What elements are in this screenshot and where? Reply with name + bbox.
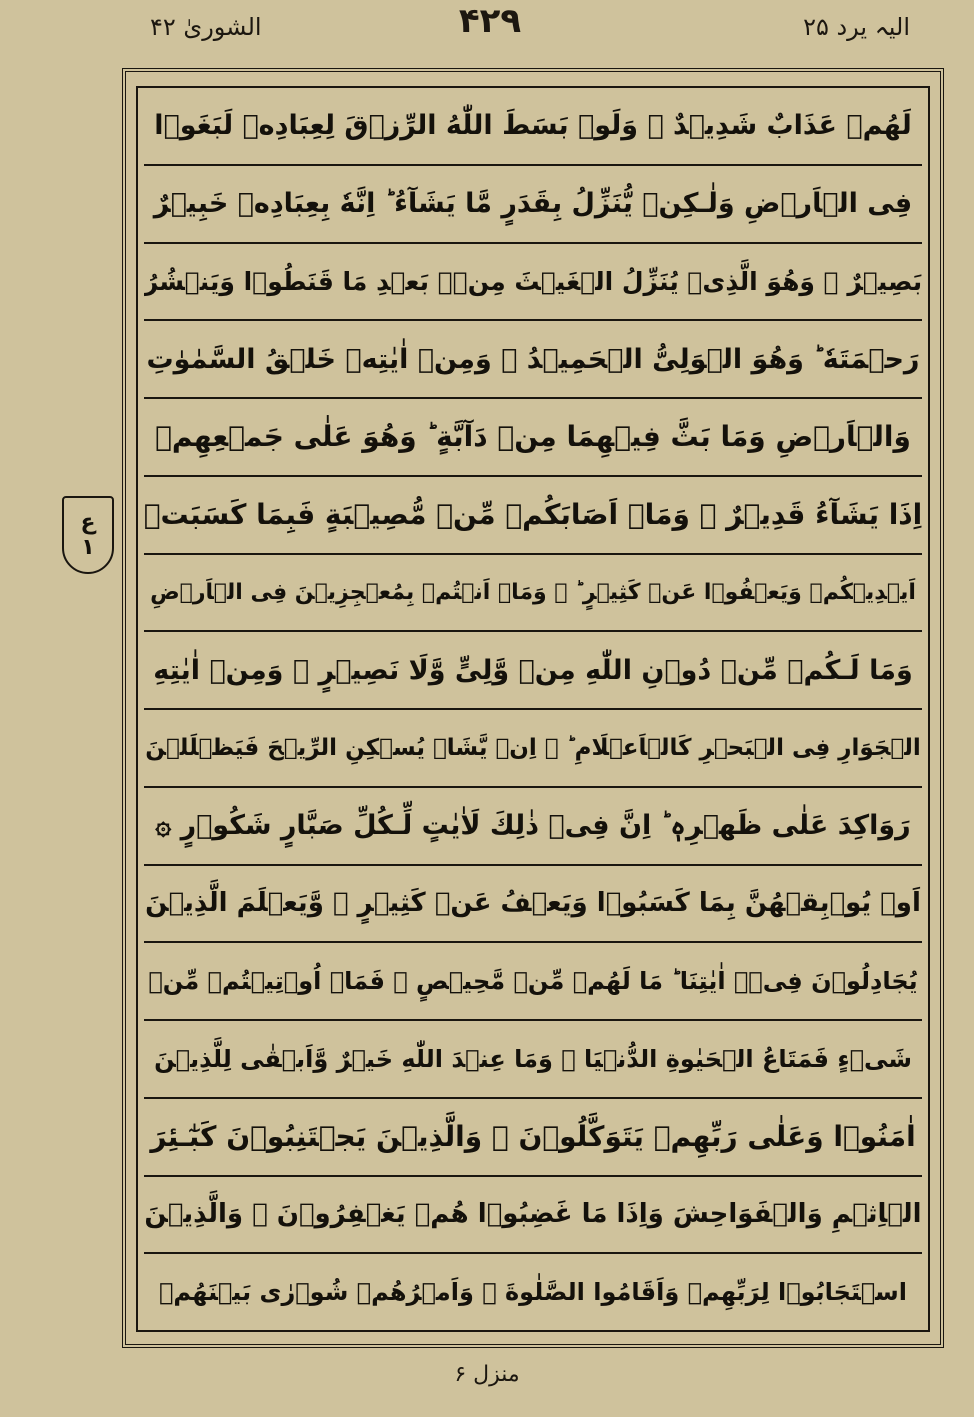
text-line: اَوۡ يُوۡبِقۡهُنَّ بِمَا كَسَبُوۡا وَيَعۡفُ عَنۡ كَثِيۡرٍ ۞ وَّيَعۡلَمَ الَّذِيۡنَ: [144, 866, 922, 944]
ruku-mark-number: ۱: [81, 535, 95, 560]
text-line: بَصِيۡرٌ ۞ وَهُوَ الَّذِىۡ يُنَزِّلُ الۡغَيۡثَ مِنۡۢ بَعۡدِ مَا قَنَطُوۡا وَيَنۡشُرُ: [144, 244, 922, 322]
text-line: وَمَا لَـكُمۡ مِّنۡ دُوۡنِ اللّٰهِ مِنۡ وَّلِىٍّ وَّلَا نَصِيۡرٍ ۞ وَمِنۡ اٰيٰتِهِ: [144, 632, 922, 710]
ruku-marker: [62, 496, 114, 574]
ruku-mark-letter: ع: [80, 510, 96, 535]
text-line: الۡاِثۡمِ وَالۡفَوَاحِشَ وَاِذَا مَا غَضِبُوۡا هُمۡ يَغۡفِرُوۡنَ ۞ وَالَّذِيۡنَ: [144, 1177, 922, 1255]
text-line: يُجَادِلُوۡنَ فِىۡۤ اٰيٰتِنَا ؕ مَا لَهُمۡ مِّنۡ مَّحِيۡصٍ ۞ فَمَاۤ اُوۡتِيۡتُمۡ مِّنۡ: [144, 943, 922, 1021]
text-frame: [122, 68, 944, 1348]
page-number: ۴۲۹: [458, 1, 522, 41]
text-line: اٰمَنُوۡا وَعَلٰى رَبِّهِمۡ يَتَوَكَّلُوۡنَ ۞ وَالَّذِيۡنَ يَجۡتَنِبُوۡنَ كَبٰٓـئِرَ: [144, 1099, 922, 1177]
surah-header: الشوریٰ ۴۲: [150, 13, 262, 41]
text-line: لَهُمۡ عَذَابٌ شَدِيۡدٌ ۞ وَلَوۡ بَسَطَ اللّٰهُ الرِّزۡقَ لِعِبَادِهٖ لَبَغَوۡا: [144, 88, 922, 166]
text-line: اَيۡدِيۡكُمۡ وَيَعۡفُوۡا عَنۡ كَثِيۡرٍ ؕ ۞ وَمَاۤ اَنۡتُمۡ بِمُعۡجِزِيۡنَ فِى الۡاَرۡضِ: [144, 555, 922, 633]
text-line: رَحۡمَتَهٗ ؕ وَهُوَ الۡوَلِىُّ الۡحَمِيۡدُ ۞ وَمِنۡ اٰيٰتِهٖ خَلۡقُ السَّمٰوٰتِ: [144, 321, 922, 399]
manzil-footer: منزل ۶: [454, 1362, 520, 1387]
text-line: فِى الۡاَرۡضِ وَلٰـكِنۡ يُّنَزِّلُ بِقَدَرٍ مَّا يَشَآءُ ؕ اِنَّهٗ بِعِبَادِهٖ خَبِيۡرٌ: [144, 166, 922, 244]
text-line: شَىۡءٍ فَمَتَاعُ الۡحَيٰوةِ الدُّنۡيَا ۚ وَمَا عِنۡدَ اللّٰهِ خَيۡرٌ وَّاَبۡقٰى لِلَّذِيۡنَ: [144, 1021, 922, 1099]
text-line: اِذَا يَشَآءُ قَدِيۡرٌ ۞ وَمَاۤ اَصَابَكُمۡ مِّنۡ مُّصِيۡبَةٍ فَبِمَا كَسَبَتۡ: [144, 477, 922, 555]
para-header: الیہ یرد ۲۵: [803, 13, 910, 41]
text-line: رَوَاكِدَ عَلٰى ظَهۡرِهٖ ؕ اِنَّ فِىۡ ذٰلِكَ لَاٰيٰتٍ لِّـكُلِّ صَبَّارٍ شَكُوۡرٍ ۞: [144, 788, 922, 866]
text-line: وَالۡاَرۡضِ وَمَا بَثَّ فِيۡهِمَا مِنۡ دَآبَّةٍ ؕ وَهُوَ عَلٰى جَمۡعِهِمۡ: [144, 399, 922, 477]
text-line: الۡجَوَارِ فِى الۡبَحۡرِ كَالۡاَعۡلَامِ ؕ ۞ اِنۡ يَّشَاۡ يُسۡكِنِ الرِّيۡحَ فَيَظۡلَلۡنَ: [144, 710, 922, 788]
text-line: اسۡتَجَابُوۡا لِرَبِّهِمۡ وَاَقَامُوا الصَّلٰوةَ ۖ وَاَمۡرُهُمۡ شُوۡرٰى بَيۡنَهُمۡ: [159, 1278, 907, 1307]
text-lines: [136, 86, 930, 1332]
